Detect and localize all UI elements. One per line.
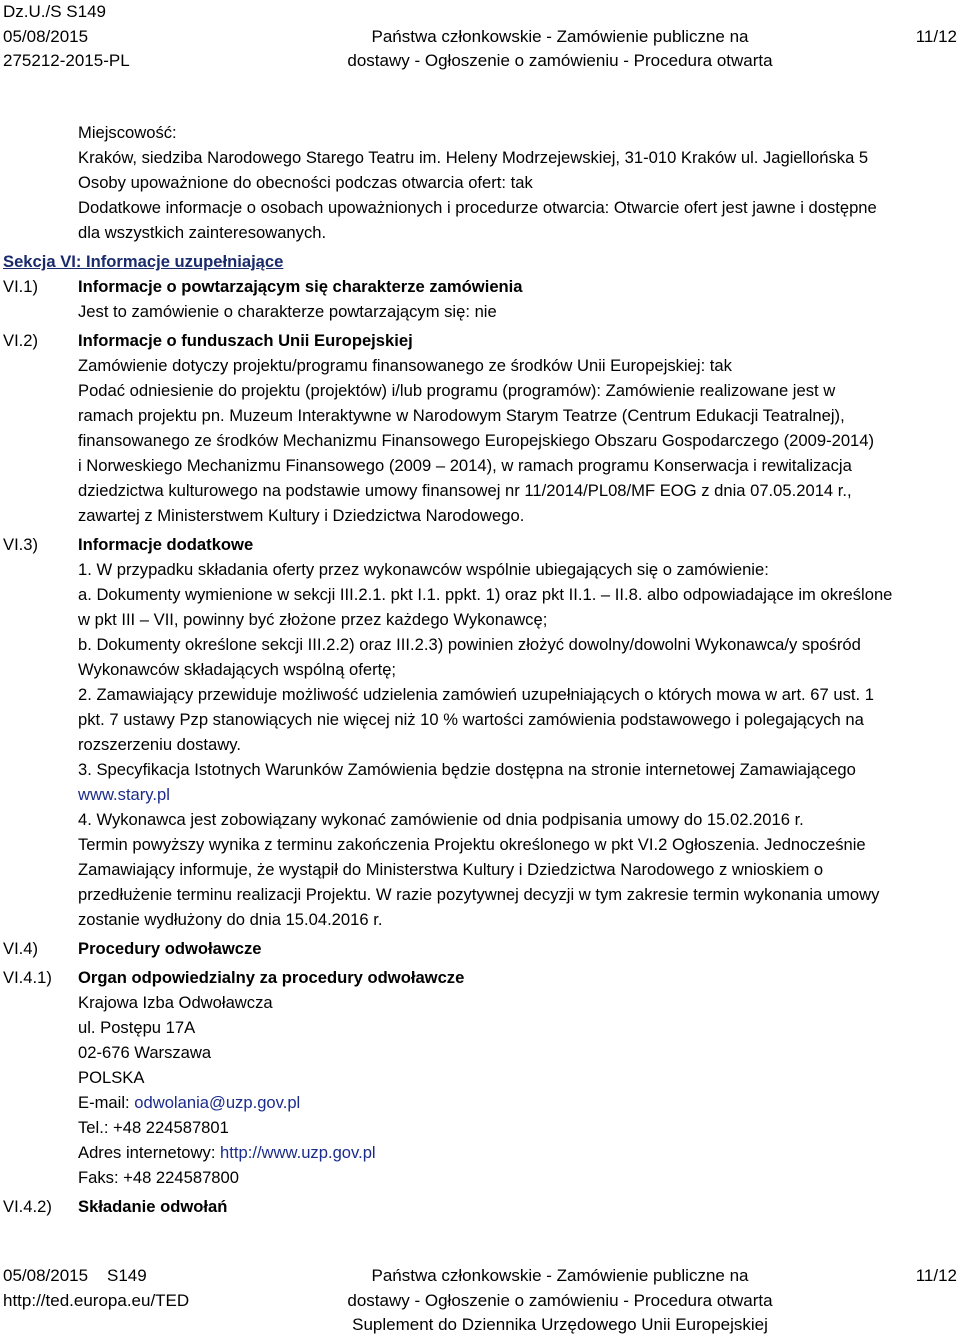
text-line: w pkt III – VII, powinny być złożone przez każdego Wykonawcę;: [78, 610, 548, 629]
footer-title-line-3: Suplement do Dziennika Urzędowego Unii Europejskiej: [352, 1315, 768, 1334]
footer-issue: S149: [107, 1266, 147, 1285]
text-line: 4. Wykonawca jest zobowiązany wykonać zamówienie od dnia podpisania umowy do 15.02.2016 r.: [78, 810, 804, 829]
text-line: pkt. 7 ustawy Pzp stanowiących nie więcej niż 10 % wartości zamówienia podstawowego i polegających na: [78, 710, 864, 729]
text-line: a. Dokumenty wymienione w sekcji III.2.1. pkt I.1. ppkt. 1) oraz pkt II.1. – II.8. albo odpowiadające im określone: [78, 585, 893, 604]
stary-website-link[interactable]: www.stary.pl: [78, 785, 170, 804]
header-row-1: [3, 0, 957, 25]
text-line: Wykonawców składających wspólną ofertę;: [78, 660, 397, 679]
text-line: dziedzictwa kulturowego na podstawie umowy finansowej nr 11/2014/PL08/MF EOG z dnia 07.05.2014 r.,: [78, 481, 852, 500]
section-heading: Informacje o funduszach Unii Europejskiej: [78, 331, 413, 350]
header-date: 05/08/2015: [3, 26, 89, 46]
place-label: Miejscowość:: [78, 123, 177, 142]
phone-line: Tel.: +48 224587801: [78, 1118, 229, 1137]
text-line: zawartej z Ministerstwem Kultury i Dziedzictwa Narodowego.: [78, 506, 525, 525]
text-line: Zamawiający informuje, że wystąpił do Ministerstwa Kultury i Dziedzictwa Narodowego z wnioskiem o: [78, 860, 824, 879]
page-footer: [3, 1264, 957, 1338]
opening-info-line-2: dla wszystkich zainteresowanych.: [78, 223, 327, 242]
footer-row-1: [3, 1264, 957, 1289]
section-number: VI.3): [3, 535, 39, 554]
section-vi-1: [0, 274, 960, 324]
section-vi-4: [0, 936, 960, 961]
text-line: b. Dokumenty określone sekcji III.2.2) oraz III.2.3) powinien złożyć dowolny/dowolni Wykonawca/y spośród: [78, 635, 861, 654]
uzp-website-link[interactable]: http://www.uzp.gov.pl: [220, 1143, 376, 1162]
section-number: VI.4.1): [3, 968, 52, 987]
header-row-3: [3, 49, 957, 74]
org-city: 02-676 Warszawa: [78, 1043, 212, 1062]
section-number: VI.1): [3, 277, 39, 296]
section-title: Sekcja VI: Informacje uzupełniające: [3, 252, 284, 271]
org-country: POLSKA: [78, 1068, 145, 1087]
footer-date-issue: [3, 1264, 147, 1289]
section-heading: Informacje dodatkowe: [78, 535, 254, 554]
org-street: ul. Postępu 17A: [78, 1018, 196, 1037]
email-label: E-mail:: [78, 1093, 135, 1112]
opening-info: [0, 120, 960, 245]
text-line: finansowanego ze środków Mechanizmu Finansowego Europejskiego Obszaru Gospodarczego (2009-2014): [78, 431, 875, 450]
journal-ref: Dz.U./S S149: [3, 2, 106, 21]
text-line: Podać odniesienie do projektu (projektów) i/lub programu (programów): Zamówienie realizowane jest w: [78, 381, 836, 400]
footer-page-number: 11/12: [915, 1266, 957, 1285]
section-heading: Składanie odwołań: [78, 1197, 228, 1216]
page-header: [3, 0, 957, 74]
website-label: Adres internetowy:: [78, 1143, 221, 1162]
text-line: ramach projektu pn. Muzeum Interaktywne w Narodowym Starym Teatrze (Centrum Edukacji Teatralnej),: [78, 406, 845, 425]
authorized-persons: Osoby upoważnione do obecności podczas otwarcia ofert: tak: [78, 173, 533, 192]
link-line: [78, 782, 938, 807]
header-page-number: 11/12: [915, 26, 957, 46]
text-line: 2. Zamawiający przewiduje możliwość udzielenia zamówień uzupełniających o których mowa w art. 67 ust. 1: [78, 685, 874, 704]
section-heading: Procedury odwoławcze: [78, 939, 262, 958]
text-line: 3. Specyfikacja Istotnych Warunków Zamówienia będzie dostępna na stronie internetowej Zamawiającego: [78, 760, 856, 779]
text-line: przedłużenie terminu realizacji Projektu. W razie pozytywnej decyzji w tym zakresie termin wykonania umowy: [78, 885, 880, 904]
email-line: [78, 1090, 938, 1115]
section-number: VI.2): [3, 331, 39, 350]
text-line: Termin powyższy wynika z terminu zakończenia Projektu określonego w pkt VI.2 Ogłoszenia. Jednocześnie: [78, 835, 866, 854]
footer-date: 05/08/2015: [3, 1266, 89, 1285]
text-line: i Norweskiego Mechanizmu Finansowego (2009 – 2014), w ramach programu Konserwacja i rewitalizacja: [78, 456, 852, 475]
text-line: zostanie wydłużony do dnia 15.04.2016 r.: [78, 910, 383, 929]
website-line: [78, 1140, 938, 1165]
footer-row-2: [3, 1289, 957, 1314]
header-title-line-2: dostawy - Ogłoszenie o zamówieniu - Procedura otwarta: [347, 51, 773, 70]
section-heading: Organ odpowiedzialny za procedury odwoławcze: [78, 968, 465, 987]
section-number: VI.4.2): [3, 1197, 52, 1216]
section-vi-2: [0, 328, 960, 528]
place-value: Kraków, siedziba Narodowego Starego Teatru im. Heleny Modrzejewskiej, 31-010 Kraków ul. Jagiellońska 5: [78, 148, 869, 167]
opening-info-line-1: Dodatkowe informacje o osobach upoważnionych i procedurze otwarcia: Otwarcie ofert jest jawne i dostępne: [78, 198, 877, 217]
notice-content: [0, 120, 960, 1219]
text-line: Zamówienie dotyczy projektu/programu finansowanego ze środków Unii Europejskiej: tak: [78, 356, 732, 375]
section-vi-3: [0, 532, 960, 932]
header-title-line-1: Państwa członkowskie - Zamówienie publiczne na: [371, 26, 749, 46]
section-text: Jest to zamówienie o charakterze powtarzającym się: nie: [78, 302, 497, 321]
text-line: rozszerzeniu dostawy.: [78, 735, 241, 754]
section-heading: Informacje o powtarzającym się charakterze zamówienia: [78, 277, 523, 296]
section-number: VI.4): [3, 939, 39, 958]
footer-title-line-1: Państwa członkowskie - Zamówienie publiczne na: [371, 1266, 749, 1285]
section-vi-4-2: [0, 1194, 960, 1219]
footer-url[interactable]: http://ted.europa.eu/TED: [3, 1290, 190, 1310]
doc-id: 275212-2015-PL: [3, 51, 130, 70]
section-vi-4-1: [0, 965, 960, 1190]
text-line: 1. W przypadku składania oferty przez wykonawców wspólnie ubiegających się o zamówienie:: [78, 560, 769, 579]
fax-line: Faks: +48 224587800: [78, 1168, 239, 1187]
email-link[interactable]: odwolania@uzp.gov.pl: [134, 1093, 301, 1112]
org-name: Krajowa Izba Odwoławcza: [78, 993, 273, 1012]
footer-title-line-2: dostawy - Ogłoszenie o zamówieniu - Procedura otwarta: [347, 1290, 773, 1310]
header-row-2: [3, 25, 957, 50]
